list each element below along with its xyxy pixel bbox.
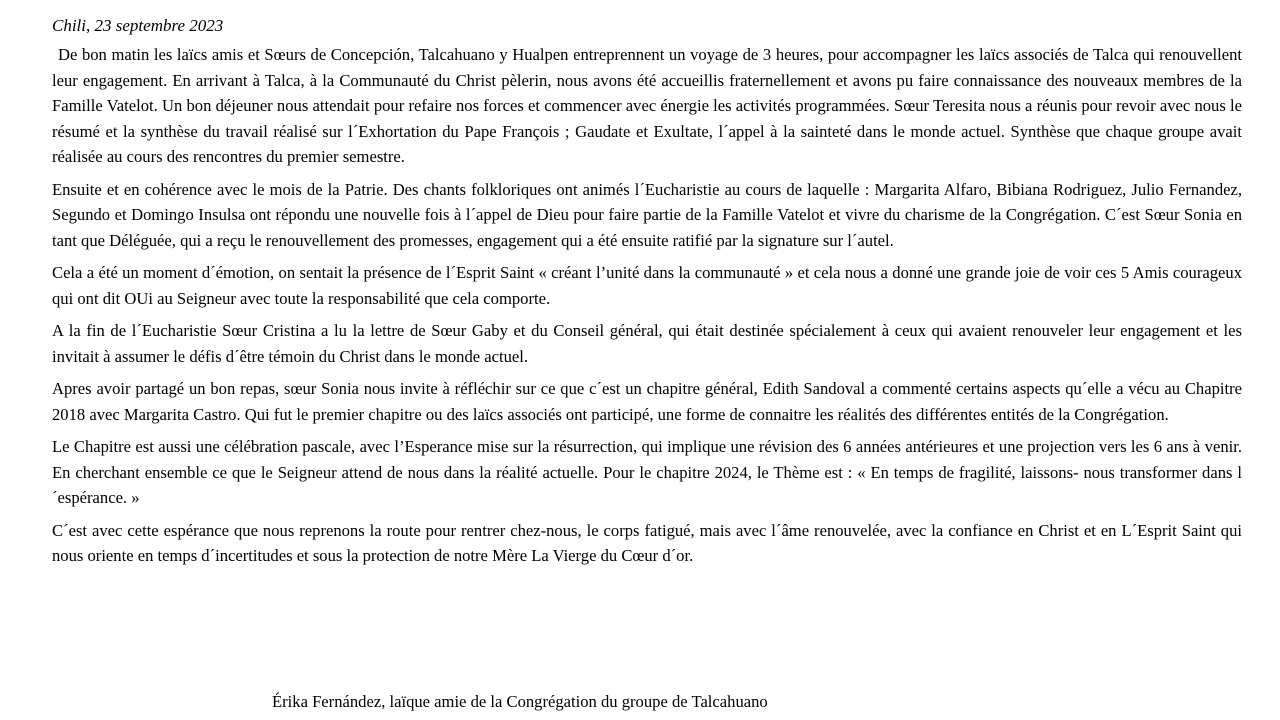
date-line: Chili, 23 septembre 2023 [52,16,224,35]
paragraph-emotion: Cela a été un moment d´émotion, on sentait la présence de l´Esprit Saint « créant l’unité dans la communauté » et cela nous a donné une grande joie de voir ces 5 Amis courageux qui ont dit OUi au Seigneur avec toute la responsabilité que cela comporte. [52,263,1242,308]
paragraph-chapter-theme: Le Chapitre est aussi une célébration pascale, avec l’Esperance mise sur la résurrection, qui implique une révision des 6 années antérieures et une projection vers les 6 ans à venir. En cherchant ensemble ce que le Seigneur attend de nous dans la réalité actuelle. Pour le chapitre 2024, le Thème est : « En temps de fragilité, laissons- nous transformer dans l´espérance. » [52,437,1242,507]
paragraph-chapter-reflection: Apres avoir partagé un bon repas, sœur Sonia nous invite à réfléchir sur ce que c´est un chapitre général, Edith Sandoval a commenté certains aspects qu´elle a vécu au Chapitre 2018 avec Margarita Castro. Qui fut le premier chapitre ou des laïcs associés ont participé, une forme de connaitre les réalités des différentes entités de la Congrégation. [52,379,1242,424]
document-body [52,14,1242,576]
paragraph-return: C´est avec cette espérance que nous reprenons la route pour rentrer chez-nous, le corps fatigué, mais avec l´âme renouvelée, avec la confiance en Christ et en L´Esprit Saint qui nous oriente en temps d´incertitudes et sous la protection de notre Mère La Vierge du Cœur d´or. [52,520,1242,565]
paragraph-letter: A la fin de l´Eucharistie Sœur Cristina a lu la lettre de Sœur Gaby et du Conseil général, qui était destinée spécialement à ceux qui avaient renouveler leur engagement et les invitait à assumer le défis d´être témoin du Christ dans le monde actuel. [52,321,1242,366]
signature-line: Érika Fernández, laïque amie de la Congrégation du groupe de Talcahuano [272,692,768,711]
paragraph-eucharist: Ensuite et en cohérence avec le mois de la Patrie. Des chants folkloriques ont animés l´Eucharistie au cours de laquelle : Margarita Alfaro, Bibiana Rodriguez, Julio Fernandez, Segundo et Domingo Insulsa ont répondu une nouvelle fois à l´appel de Dieu pour faire partie de la Famille Vatelot et vivre du charisme de la Congrégation. C´est Sœur Sonia en tant que Déléguée, qui a reçu le renouvellement des promesses, engagement qui a été ensuite ratifié par la signature sur l´autel. [52,179,1242,250]
paragraph-arrival: De bon matin les laïcs amis et Sœurs de Concepción, Talcahuano y Hualpen entreprennent un voyage de 3 heures, pour accompagner les laïcs associés de Talca qui renouvellent leur engagement. En arrivant à Talca, à la Communauté du Christ pèlerin, nous avons été accueillis fraternellement et avons pu faire connaissance des nouveaux membres de la Famille Vatelot. Un bon déjeuner nous attendait pour refaire nos forces et commencer avec énergie les activités programmées. Sœur Teresita nous a réunis pour revoir avec nous le résumé et la synthèse du travail réalisé sur l´Exhortation du Pape François ; Gaudate et Exultate, l´appel à la sainteté dans le monde actuel. Synthèse que chaque groupe avait réalisée au cours des rencontres du premier semestre. [52,45,1242,166]
